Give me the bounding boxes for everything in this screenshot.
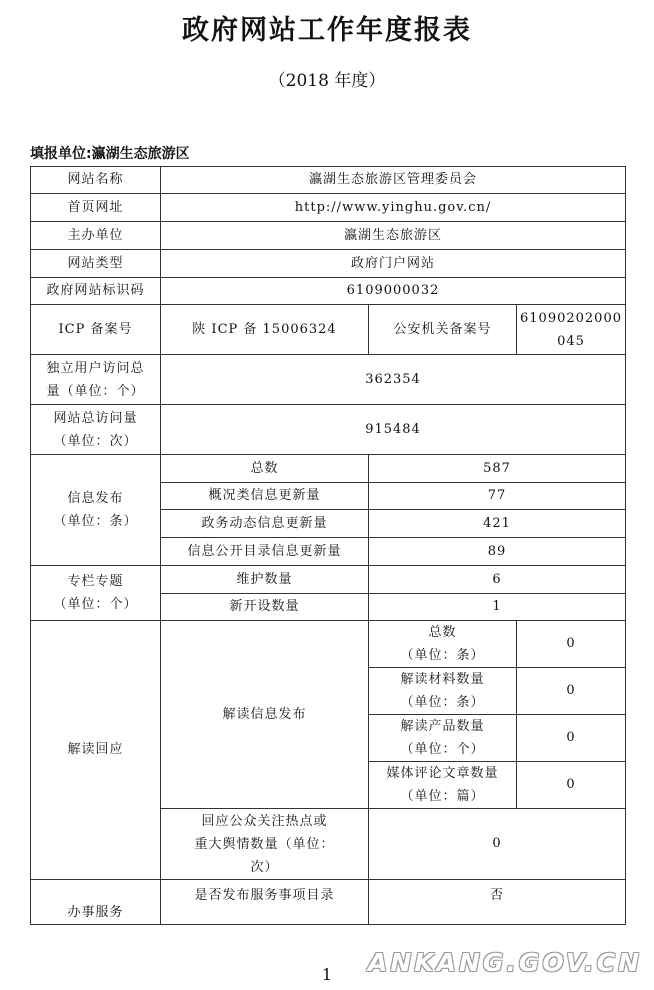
reporting-unit: 填报单位:瀛湖生态旅游区 (30, 146, 190, 162)
table-row (31, 167, 626, 194)
interpret-item-label: 总数 （单位：条） (369, 621, 517, 668)
site-name-label: 网站名称 (31, 167, 161, 194)
homepage-label: 首页网址 (31, 194, 161, 222)
report-year: （2018 年度） (268, 71, 386, 91)
info-item-value: 77 (369, 483, 626, 510)
interpret-response-label: 解读回应 (31, 621, 161, 880)
info-item-value: 587 (369, 455, 626, 483)
table-row (31, 566, 626, 594)
watermark-logo: ANKANG.GOV.CN (368, 948, 643, 977)
service-item-label: 是否发布服务事项目录 (161, 880, 369, 925)
interpret-item-label: 解读材料数量 （单位：条） (369, 668, 517, 715)
site-type-label: 网站类型 (31, 250, 161, 278)
column-item-value: 6 (369, 566, 626, 594)
page-number: 1 (321, 965, 333, 984)
column-item-value: 1 (369, 594, 626, 621)
sponsor-value: 瀛湖生态旅游区 (161, 222, 626, 250)
site-name-value: 瀛湖生态旅游区管理委员会 (161, 167, 626, 194)
icp-label: ICP 备案号 (31, 305, 161, 355)
info-item-value: 421 (369, 510, 626, 538)
service-item-value: 否 (369, 880, 626, 925)
sponsor-label: 主办单位 (31, 222, 161, 250)
interpret-item-label: 媒体评论文章数量 （单位：篇） (369, 762, 517, 809)
interpret-item-value: 0 (517, 762, 626, 809)
homepage-value: http://www.yinghu.gov.cn/ (161, 194, 626, 222)
interpret-item-value: 0 (517, 668, 626, 715)
site-id-value: 6109000032 (161, 278, 626, 305)
table-row (31, 355, 626, 405)
table-row (31, 621, 626, 668)
column-topic-label: 专栏专题 （单位：个） (31, 566, 161, 621)
response-hotspot-value: 0 (369, 809, 626, 880)
interpret-publish-label: 解读信息发布 (161, 621, 369, 809)
info-item-label: 总数 (161, 455, 369, 483)
info-item-label: 概况类信息更新量 (161, 483, 369, 510)
info-item-value: 89 (369, 538, 626, 566)
table-row (31, 222, 626, 250)
icp-value: 陕 ICP 备 15006324 (161, 305, 369, 355)
info-publish-label: 信息发布 （单位：条） (31, 455, 161, 566)
unique-visitors-value: 362354 (161, 355, 626, 405)
column-item-label: 新开设数量 (161, 594, 369, 621)
interpret-item-label: 解读产品数量 （单位：个） (369, 715, 517, 762)
service-label: 办事服务 (31, 880, 161, 925)
interpret-item-value: 0 (517, 621, 626, 668)
site-id-label: 政府网站标识码 (31, 278, 161, 305)
police-record-value: 61090202000 045 (517, 305, 626, 355)
info-item-label: 信息公开目录信息更新量 (161, 538, 369, 566)
table-row (31, 405, 626, 455)
column-item-label: 维护数量 (161, 566, 369, 594)
police-record-label: 公安机关备案号 (369, 305, 517, 355)
table-row (31, 194, 626, 222)
table-row (31, 455, 626, 483)
site-type-value: 政府门户网站 (161, 250, 626, 278)
info-item-label: 政务动态信息更新量 (161, 510, 369, 538)
page-views-label: 网站总访问量 （单位：次） (31, 405, 161, 455)
page-views-value: 915484 (161, 405, 626, 455)
interpret-item-value: 0 (517, 715, 626, 762)
page-title: 政府网站工作年度报表 (182, 15, 472, 46)
unique-visitors-label: 独立用户访问总 量（单位：个） (31, 355, 161, 405)
table-row (31, 278, 626, 305)
table-row (31, 250, 626, 278)
report-table (30, 166, 626, 925)
table-row (31, 305, 626, 355)
table-row (31, 880, 626, 925)
response-hotspot-label: 回应公众关注热点或 重大舆情数量（单位： 次） (161, 809, 369, 880)
